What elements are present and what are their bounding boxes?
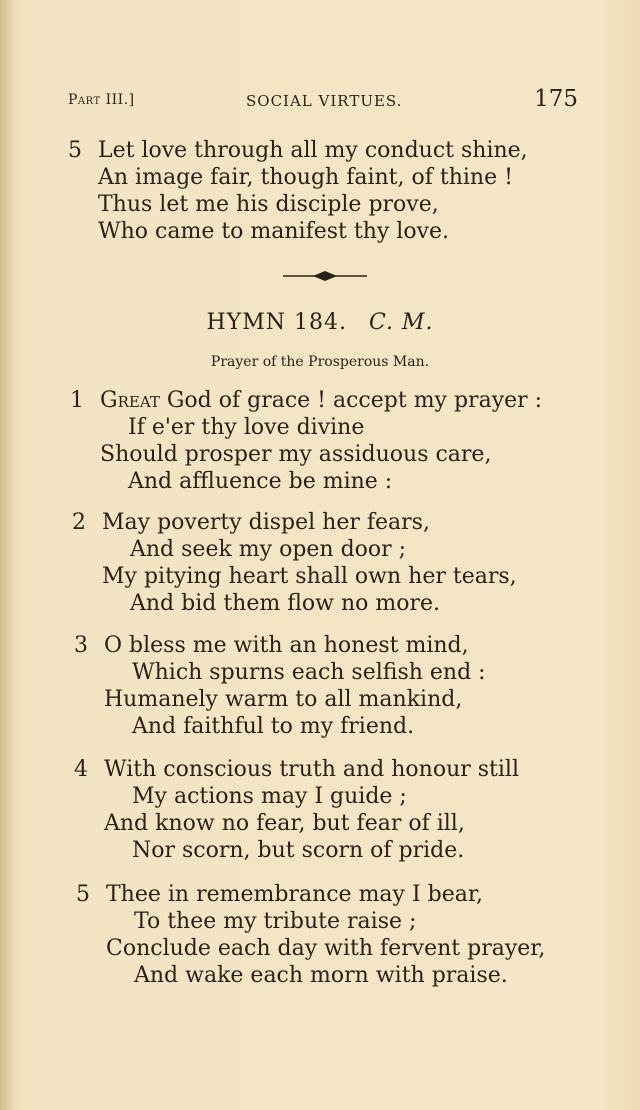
verse-stanza-top	[68, 137, 528, 245]
verse-stanza-5	[76, 881, 546, 989]
verse-line: If e'er thy love divine	[128, 415, 365, 440]
verse-line	[100, 387, 542, 414]
verse-line: My actions may I guide ;	[132, 784, 407, 809]
verse-stanza-3	[74, 632, 486, 740]
verse-line: Thus let me his disciple prove,	[98, 192, 439, 217]
divider-ornament	[283, 268, 367, 284]
verse-stanza-2	[72, 509, 517, 617]
verse-line: Should prosper my assiduous care,	[100, 442, 492, 467]
hymn-heading	[0, 310, 640, 335]
first-word: Great	[100, 388, 160, 413]
verse-line: O bless me with an honest mind,	[104, 633, 469, 658]
verse-line: And know no fear, but fear of ill,	[104, 811, 465, 836]
verse-number: 5	[76, 882, 90, 907]
verse-line: Let love through all my conduct shine,	[98, 138, 528, 163]
verse-line-text: God of grace ! accept my prayer :	[159, 388, 543, 413]
verse-line: And bid them flow no more.	[130, 591, 440, 616]
verse-line: An image fair, though faint, of thine !	[98, 165, 513, 190]
verse-line: And affluence be mine :	[128, 469, 393, 494]
verse-line: Humanely warm to all mankind,	[104, 687, 463, 712]
verse-line: And seek my open door ;	[130, 537, 407, 562]
verse-number: 5	[68, 138, 82, 163]
verse-line: Nor scorn, but scorn of pride.	[132, 838, 465, 863]
page-number: 175	[534, 86, 578, 112]
verse-line: May poverty dispel her fears,	[102, 510, 430, 535]
verse-number: 3	[74, 633, 88, 658]
hymn-title: HYMN 184.	[206, 310, 347, 335]
verse-number: 2	[72, 510, 86, 535]
verse-line: Conclude each day with fervent prayer,	[106, 936, 546, 961]
verse-line: And faithful to my friend.	[132, 714, 415, 739]
hymn-meter: C. M.	[368, 310, 434, 335]
part-label: Part III.]	[68, 92, 135, 108]
running-header	[68, 86, 578, 116]
verse-line: Who came to manifest thy love.	[98, 219, 450, 244]
spine-shadow	[0, 0, 14, 1110]
verse-line: With conscious truth and honour still	[104, 757, 519, 782]
verse-stanza-1	[70, 387, 543, 495]
verse-line: Which spurns each selfish end :	[132, 660, 486, 685]
verse-stanza-4	[74, 756, 519, 864]
section-title: SOCIAL VIRTUES.	[246, 92, 403, 110]
verse-number: 4	[74, 757, 88, 782]
verse-line: Thee in remembrance may I bear,	[106, 882, 483, 907]
verse-line: And wake each morn with praise.	[134, 963, 508, 988]
verse-line: To thee my tribute raise ;	[134, 909, 417, 934]
verse-line: My pitying heart shall own her tears,	[102, 564, 517, 589]
hymn-subtitle: Prayer of the Prosperous Man.	[210, 354, 430, 370]
verse-number: 1	[70, 388, 84, 413]
